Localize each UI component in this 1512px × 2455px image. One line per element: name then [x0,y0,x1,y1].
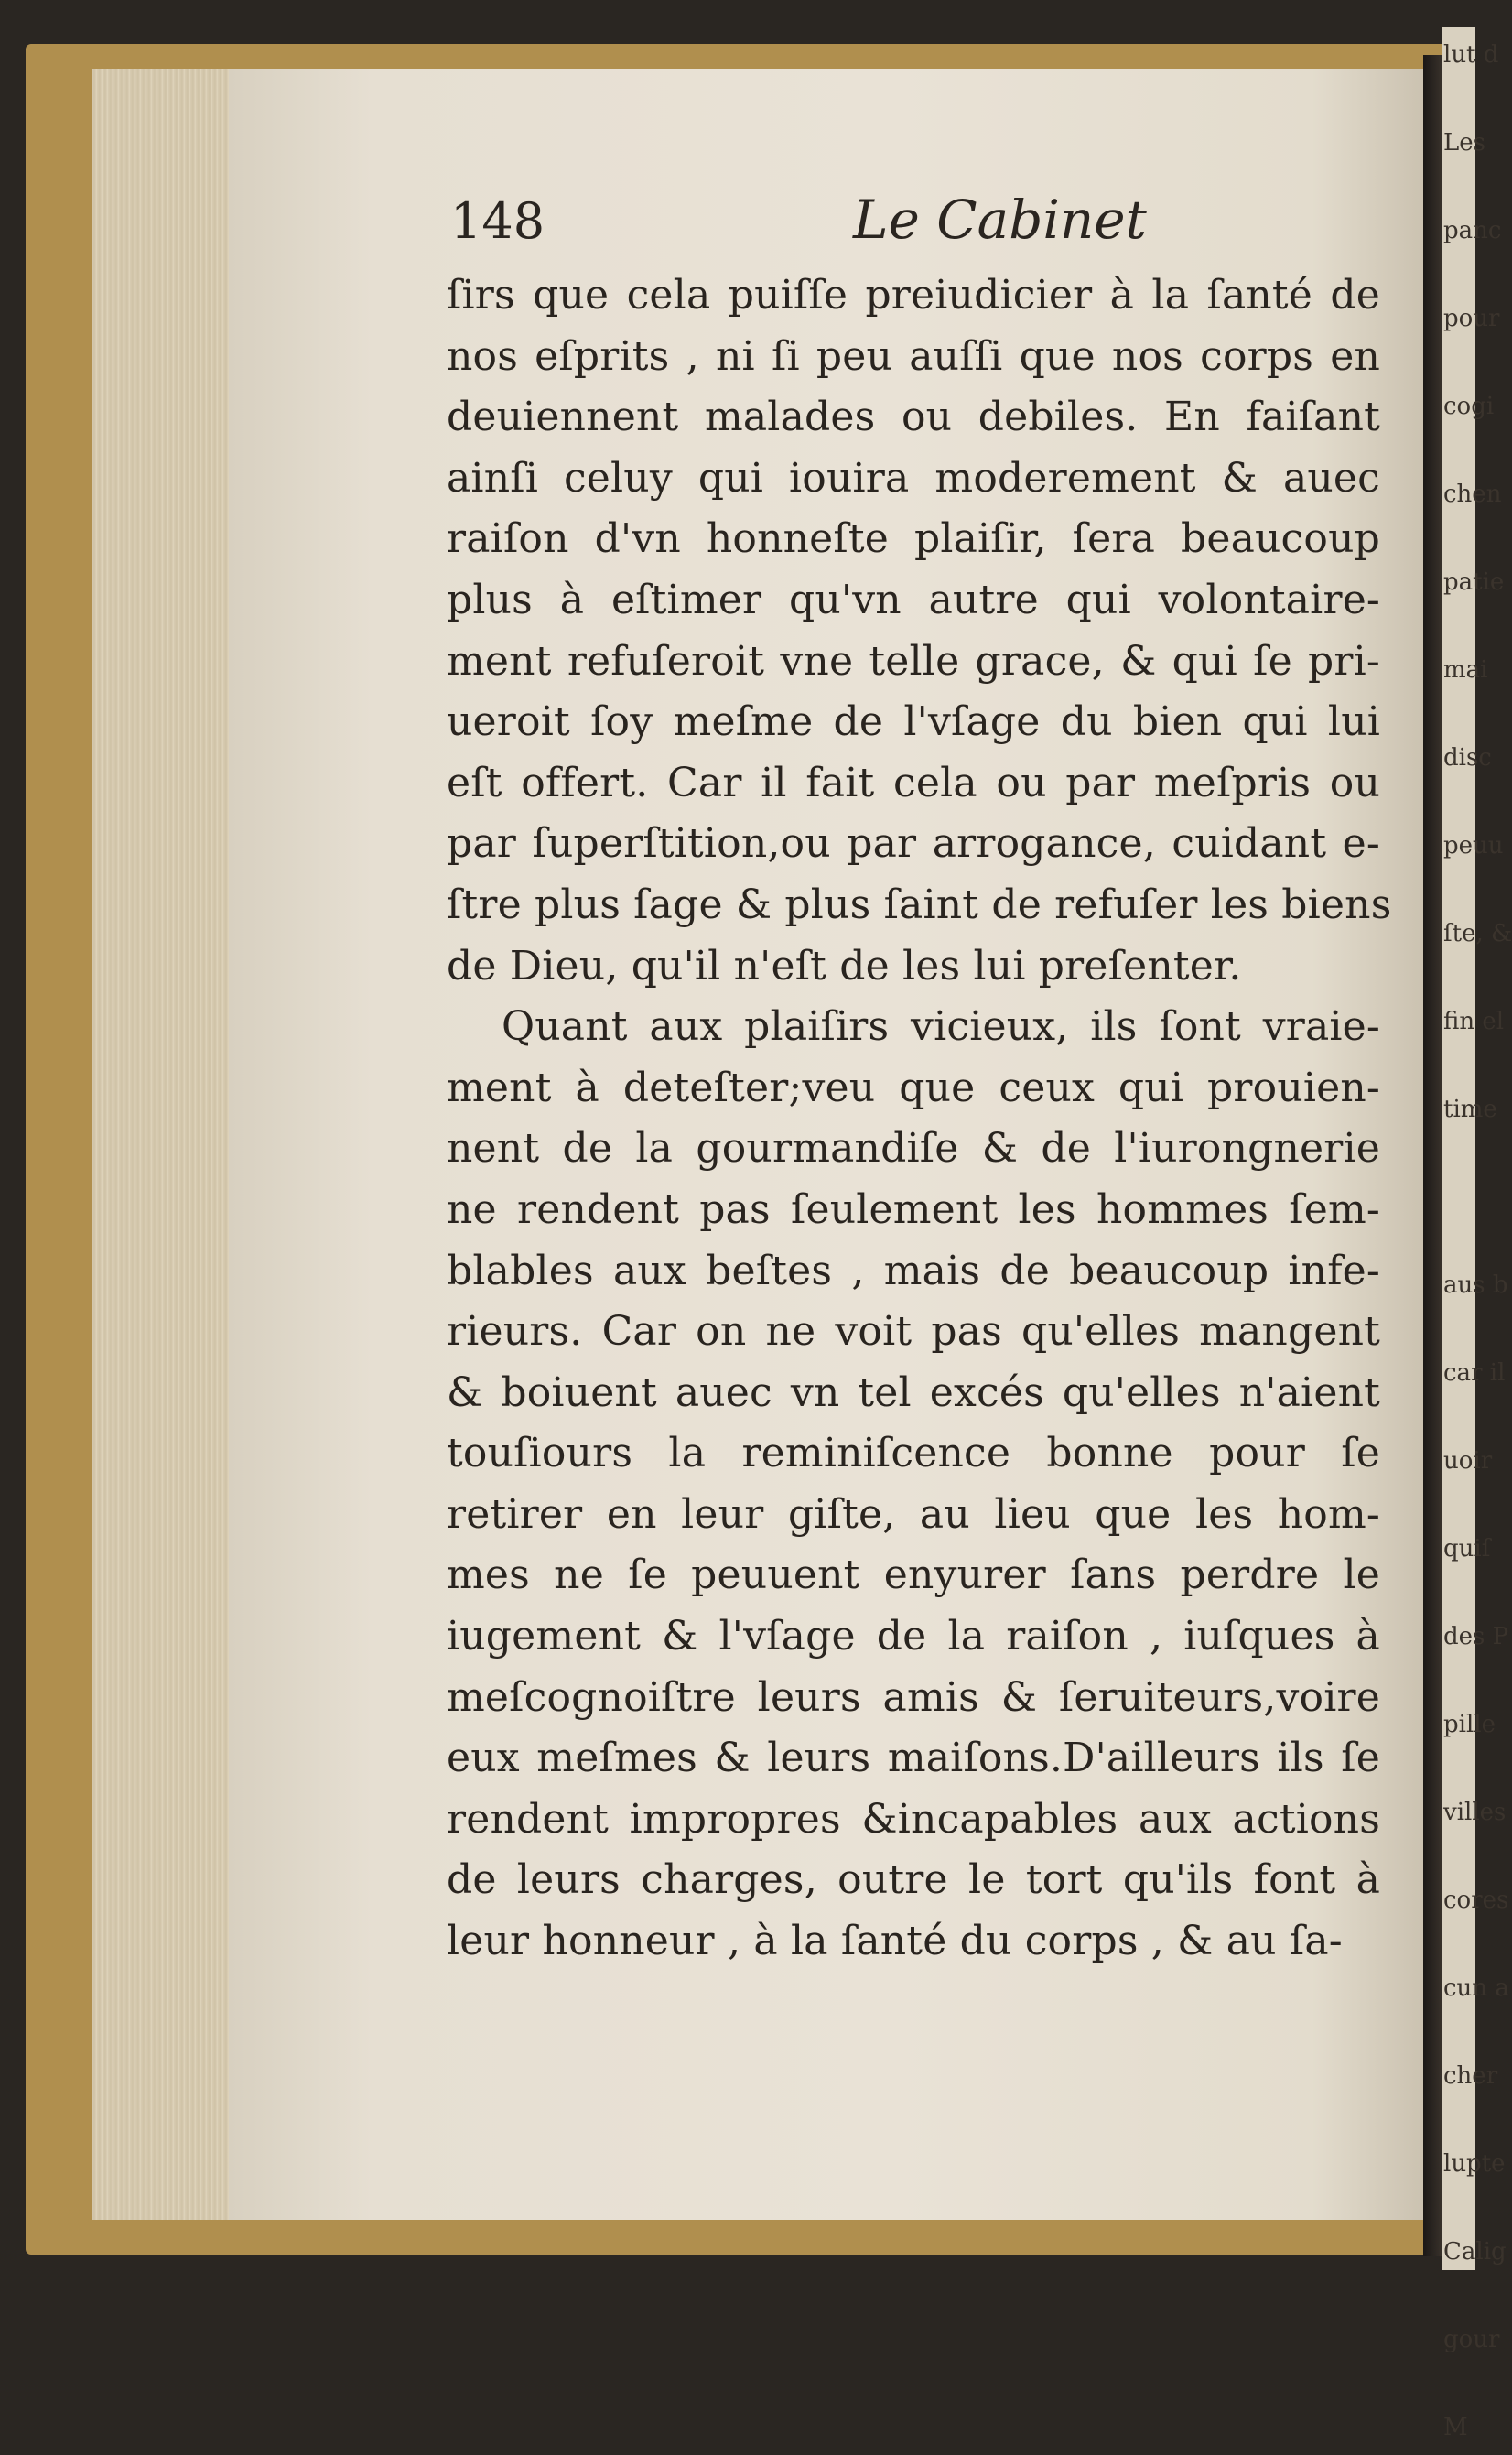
text-line: ainſi celuy qui iouira moderement & auec [447,454,1380,502]
text-line: deuiennent malades ou debiles. En faiſant [447,394,1380,441]
facing-page-text: mai [1443,656,1488,684]
facing-page-text: cores [1443,1887,1509,1914]
facing-page-text: cun a [1443,1974,1509,2002]
facing-page-text: disc [1443,744,1492,772]
facing-page-text: panc [1443,217,1502,244]
facing-page-text: aus b [1443,1271,1508,1299]
text-line: ne rendent pas ſeulement les hommes ſem- [447,1185,1380,1233]
facing-page-text: des P [1443,1623,1509,1650]
text-line: par ſuperſtition,ou par arrogance, cuidant e- [447,820,1380,868]
facing-page-text: Calig [1443,2238,1507,2266]
facing-page-text: car il [1443,1359,1506,1387]
facing-page-text: pille [1443,1711,1496,1738]
facing-page-fragment [1442,27,1512,2441]
facing-page-text: chen [1443,481,1502,508]
text-line: blables aux beſtes , mais de beaucoup infe- [447,1247,1380,1294]
text-line: rieurs. Car on ne voit pas qu'elles mangent [447,1308,1380,1356]
text-line: & boiuent auec vn tel excés qu'elles n'aient [447,1368,1380,1416]
text-line: leur honneur , à la ſanté du corps , & au ſa- [447,1918,1343,1965]
text-line: ment refuſeroit vne telle grace, & qui ſe pri- [447,637,1380,685]
facing-page-text: pour [1443,305,1500,332]
facing-page-text: patie [1443,568,1505,596]
text-line: eux meſmes & leurs maiſons.D'ailleurs ils ſe [447,1735,1380,1782]
facing-page-text: Les [1443,129,1485,157]
text-line: de Dieu, qu'il n'eſt de les lui preſenter. [447,942,1242,990]
text-line: ſtre plus ſage & plus ſaint de refuſer les biens [447,881,1392,928]
facing-page-text: fin el [1443,1008,1505,1035]
text-line: ueroit ſoy meſme de l'vſage du bien qui lui [447,698,1380,746]
gutter-shadow [1423,55,1443,2256]
facing-page-text: quiſ [1443,1535,1491,1563]
text-line: iugement & l'vſage de la raiſon , iuſques à [447,1613,1380,1660]
facing-page-text: lupte [1443,2150,1506,2178]
facing-page-text: villes [1443,1799,1507,1826]
text-line: retirer en leur giſte, au lieu que les hom- [447,1490,1380,1538]
text-line: meſcognoiſtre leurs amis & ſeruiteurs,voire [447,1673,1380,1721]
facing-page-text: cher [1443,2062,1498,2090]
text-line: de leurs charges, outre le tort qu'ils font à [447,1856,1380,1904]
text-body [447,265,1392,1973]
facing-page-text: peuu [1443,832,1504,860]
text-line: touſiours la reminiſcence bonne pour ſe [447,1430,1380,1477]
facing-page-text: time [1443,1096,1497,1123]
facing-page-text: cogi [1443,393,1495,420]
page-edges [92,69,231,2220]
page-number: 148 [450,192,545,250]
text-line: ſirs que cela puiſſe preiudicier à la ſanté de [447,272,1380,319]
facing-page-text: lut d [1443,41,1499,69]
facing-page-text: M [1443,2414,1468,2441]
text-line: mes ne ſe peuuent enyurer ſans perdre le [447,1552,1380,1599]
text-line: nent de la gourmandiſe & de l'iurongnerie [447,1125,1380,1173]
text-line: raiſon d'vn honneſte plaiſir, ſera beaucoup [447,515,1380,563]
text-line: plus à eſtimer qu'vn autre qui volontaire- [447,576,1380,623]
text-line: ment à deteſter;veu que ceux qui prouien- [447,1064,1380,1111]
running-title: Le Cabinet [853,189,1147,251]
facing-page-text: ſte, & [1443,920,1512,947]
text-line: Quant aux plaiſirs vicieux, ils ſont vraie- [502,1003,1380,1051]
text-line: eſt offert. Car il fait cela ou par meſpris ou [447,759,1380,806]
page-header [450,183,1384,256]
text-line: nos eſprits , ni ſi peu auſſi que nos corps en [447,332,1380,380]
facing-page-text: uoir [1443,1447,1493,1475]
facing-page-text [1443,1170,1475,1225]
facing-page-text: gour [1443,2326,1500,2353]
text-line: rendent impropres &incapables aux actions [447,1795,1380,1843]
